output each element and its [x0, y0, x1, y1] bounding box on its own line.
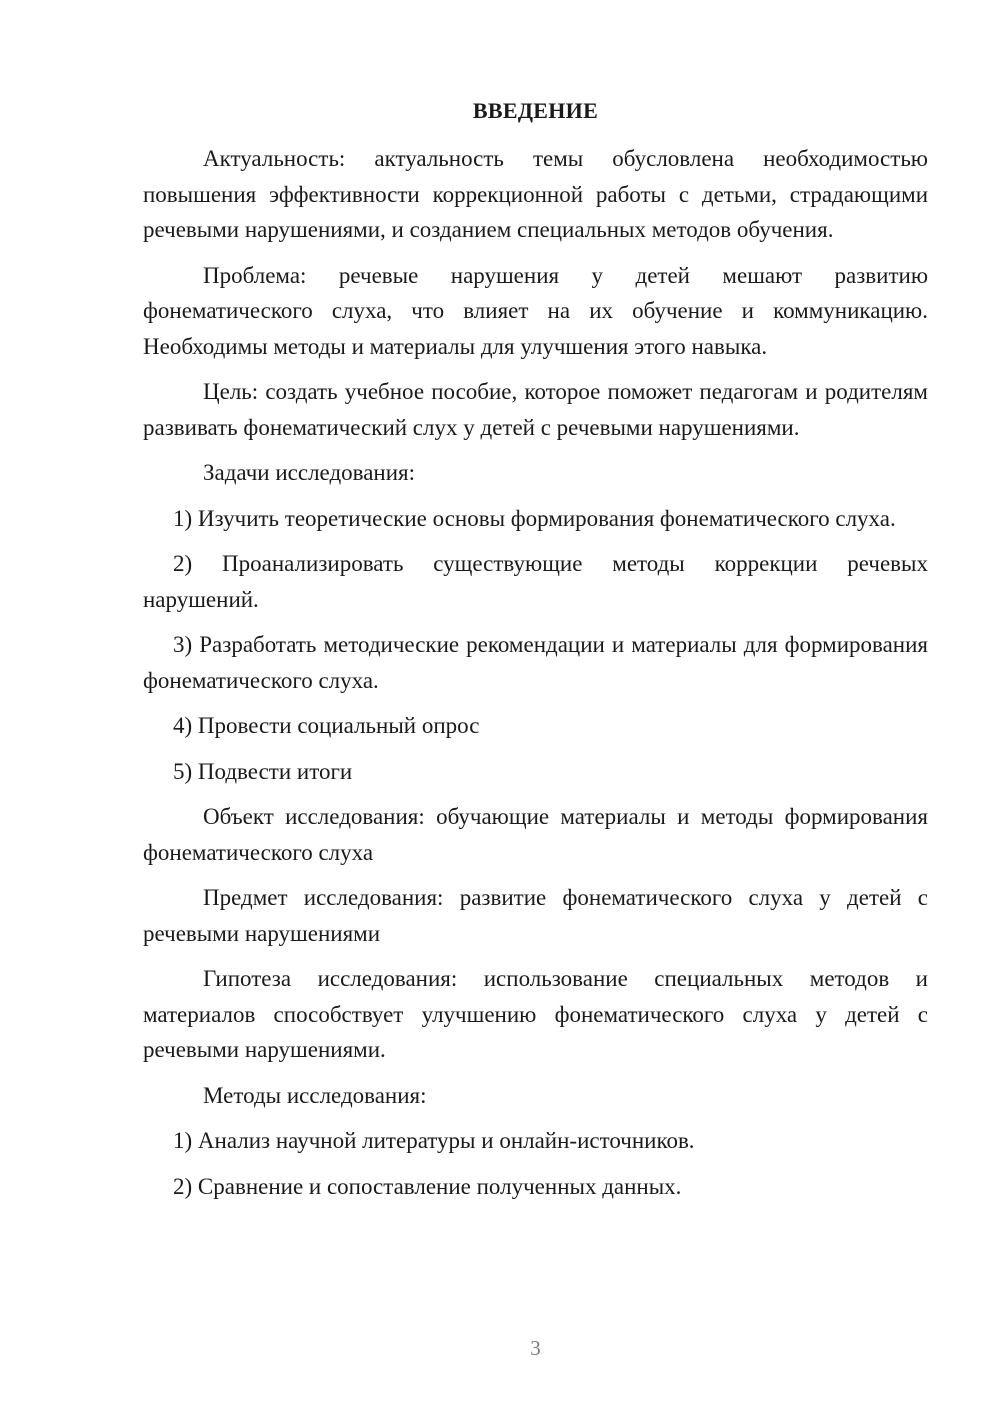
document-body — [143, 141, 928, 1214]
paragraph-problem: Проблема: речевые нарушения у детей мешают развитию фонематического слуха, что влияет на их обучение и коммуникацию. Необходимы методы и материалы для улучшения этого навыка. — [143, 262, 928, 359]
list-item-task-4: 4) Провести социальный опрос — [173, 713, 480, 738]
document-page — [143, 0, 928, 1414]
paragraph-relevance: Актуальность: актуальность темы обусловлена необходимостью повышения эффективности коррекционной работы с детьми, страдающими речевыми нарушениями, и созданием специальных методов обучения. — [143, 146, 928, 242]
list-item-method-2: 2) Сравнение и сопоставление полученных данных. — [173, 1173, 682, 1199]
paragraph-goal: Цель: создать учебное пособие, которое поможет педагогам и родителям развивать фонематический слух у детей с речевыми нарушениями. — [143, 379, 928, 440]
paragraph-object: Объект исследования: обучающие материалы и методы формирования фонематического слуха — [143, 804, 928, 865]
paragraph-methods-heading: Методы исследования: — [203, 1082, 427, 1108]
paragraph-hypothesis: Гипотеза исследования: использование специальных методов и материалов способствует улучшению фонематического слуха у детей с речевыми нарушениями. — [143, 966, 928, 1062]
list-item-task-2: 2) Проанализировать существующие методы коррекции речевых нарушений. — [143, 551, 928, 612]
page-title: ВВЕДЕНИЕ — [472, 98, 599, 123]
list-item-task-3: 3) Разработать методические рекомендации и материалы для формирования фонематического слуха. — [143, 632, 928, 693]
paragraph-subject: Предмет исследования: развитие фонематического слуха у детей с речевыми нарушениями — [143, 885, 928, 946]
list-item-task-5: 5) Подвести итоги — [173, 758, 353, 784]
list-item-task-1: 1) Изучить теоретические основы формирования фонематического слуха. — [173, 505, 896, 531]
page-number: 3 — [530, 1336, 541, 1360]
paragraph-tasks-heading: Задачи исследования: — [203, 460, 416, 485]
list-item-method-1: 1) Анализ научной литературы и онлайн-источников. — [173, 1128, 695, 1153]
